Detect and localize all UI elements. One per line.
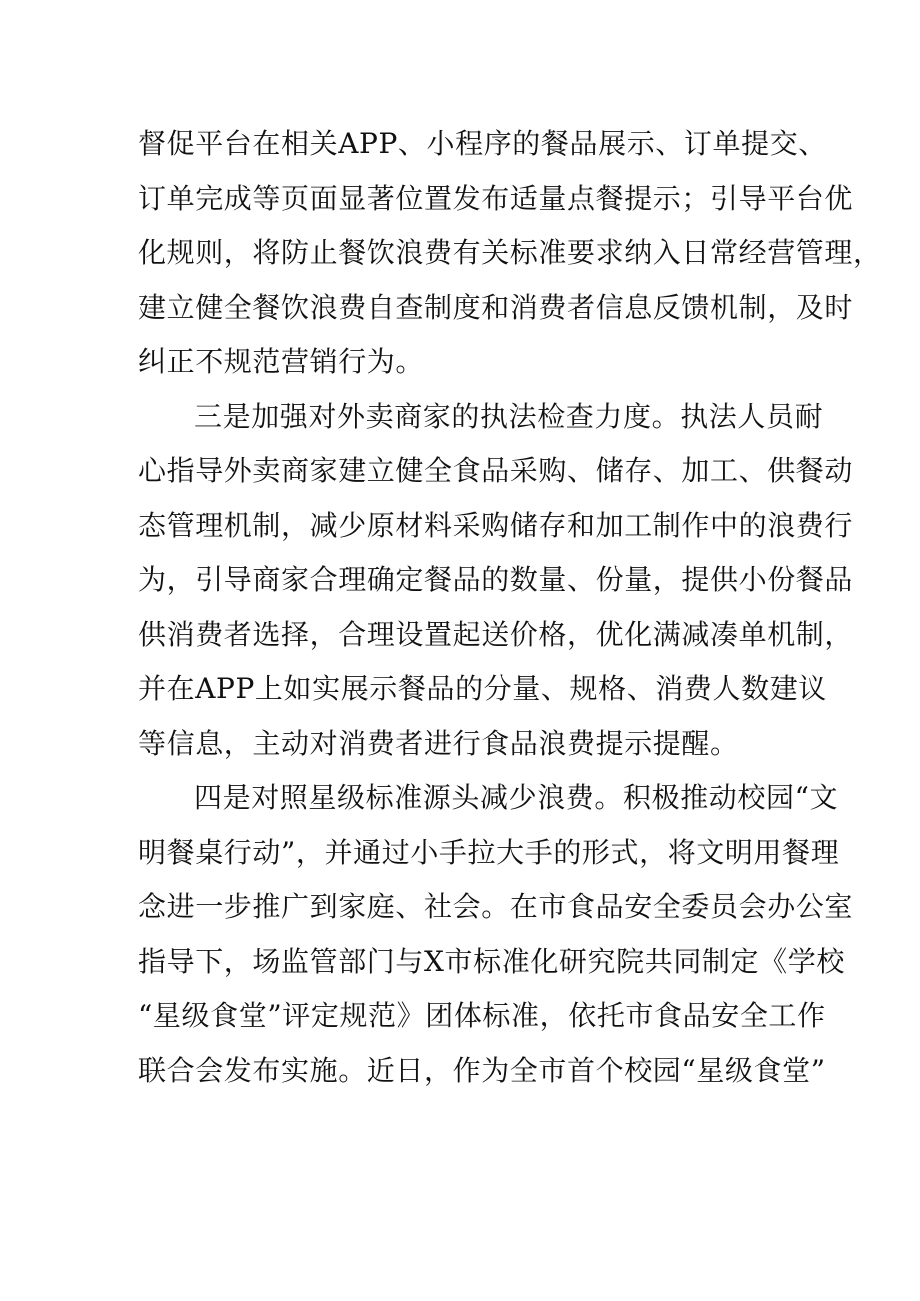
paragraph-1-line-5: 纠正不规范营销行为。 (138, 345, 425, 378)
paragraph-1-line-3: 化规则，将防止餐饮浪费有关标准要求纳入日常经营管理， (138, 236, 882, 269)
paragraph-3-line-5: “星级食堂”评定规范》团体标准，依托市食品安全工作 (138, 999, 826, 1032)
paragraph-2-line-1: 三是加强对外卖商家的执法检查力度。执法人员耐 (194, 399, 824, 433)
paragraph-3-line-1: 四是对照星级标准源头减少浪费。积极推动校园“文 (194, 781, 839, 814)
paragraph-1-line-1: 督促平台在相关APP、小程序的餐品展示、订单提交、 (138, 127, 827, 160)
paragraph-1-line-4: 建立健全餐饮浪费自查制度和消费者信息反馈机制，及时 (138, 290, 854, 324)
paragraph-3-line-3: 念进一步推广到家庭、社会。在市食品安全委员会办公室 (138, 890, 854, 923)
paragraph-3-line-4: 指导下，场监管部门与X市标准化研究院共同制定《学校 (138, 944, 845, 978)
paragraph-2-line-4: 为，引导商家合理确定餐品的数量、份量，提供小份餐品 (138, 563, 854, 596)
paragraph-3-line-6: 联合会发布实施。近日，作为全市首个校园“星级食堂” (138, 1053, 826, 1087)
paragraph-2-line-2: 心指导外卖商家建立健全食品采购、储存、加工、供餐动 (138, 454, 854, 487)
paragraph-2-line-7: 等信息，主动对消费者进行食品浪费提示提醒。 (138, 726, 739, 760)
paragraph-1-line-2: 订单完成等页面显著位置发布适量点餐提示；引导平台优 (138, 181, 854, 215)
document-body (138, 117, 882, 1098)
paragraph-2-line-3: 态管理机制，减少原材料采购储存和加工制作中的浪费行 (138, 508, 854, 542)
paragraph-2-line-6: 并在APP上如实展示餐品的分量、规格、消费人数建议 (138, 672, 827, 705)
paragraph-3-line-2: 明餐桌行动”，并通过小手拉大手的形式，将文明用餐理 (138, 835, 840, 869)
paragraph-2-line-5: 供消费者选择，合理设置起送价格，优化满减凑单机制， (138, 617, 854, 651)
